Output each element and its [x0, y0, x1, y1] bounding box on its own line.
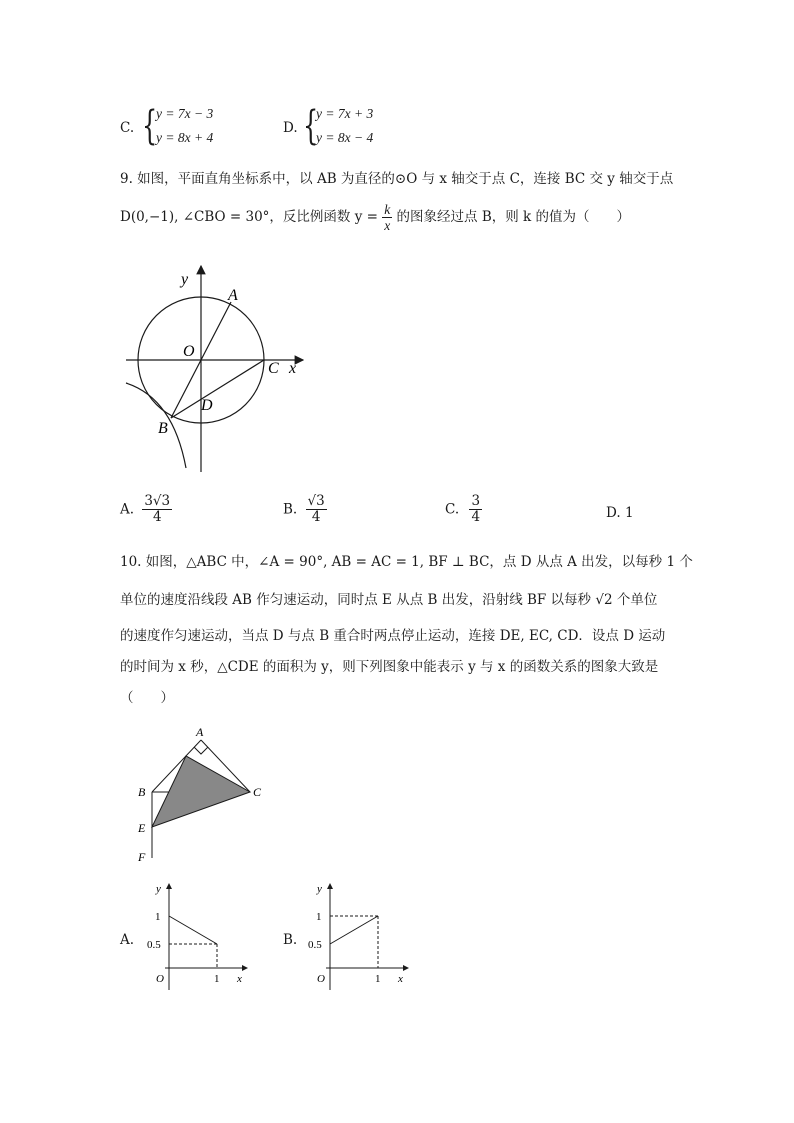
- q10-graph-a-curve: [169, 916, 217, 944]
- q10-graph-b-curve: [330, 916, 378, 944]
- q10-graph-b: [306, 878, 416, 990]
- q10-graph-b-x-label: x: [398, 973, 403, 985]
- q9-label-c: C: [268, 360, 279, 377]
- q10-line3: 的速度作匀速运动，当点 D 与点 B 重合时两点停止运动，连接 DE, EC, CD．设点 D 运动: [120, 628, 666, 644]
- q8-option-d-brace: {: [303, 103, 319, 149]
- q8-option-c-eq2: y = 8x + 4: [156, 130, 214, 145]
- q8-option-c-eq1: y = 7x − 3: [156, 106, 214, 121]
- q8-option-c-label: C.: [120, 120, 135, 136]
- q9-label-x: x: [289, 360, 297, 377]
- q9-option-a-den: 4: [152, 509, 162, 525]
- q9-option-b-den: 4: [311, 509, 321, 525]
- q9-option-b: [283, 494, 327, 525]
- q9-option-d: [606, 505, 634, 521]
- q10-graph-a-tick-y2: 0.5: [147, 939, 161, 951]
- q9-option-c-num: 3: [471, 493, 481, 509]
- q9-option-c-den: 4: [471, 509, 481, 525]
- q10-line1: 10. 如图，△ABC 中，∠A = 90°, AB = AC = 1, BF ⊥ BC，点 D 从点 A 出发，以每秒 1 个: [120, 554, 693, 570]
- q9-option-b-num: √3: [307, 493, 325, 509]
- q9-fraction-num: k: [384, 202, 391, 217]
- q9-label-o: O: [183, 343, 195, 360]
- q9-fraction-den: x: [384, 218, 391, 233]
- q10-label-c: C: [253, 785, 262, 799]
- q10-figure: [130, 720, 280, 868]
- q10-right-angle-mark: [194, 747, 208, 754]
- q9-option-d-value: 1: [624, 505, 634, 521]
- q9-option-c-label: C.: [445, 501, 460, 518]
- q9-option-b-label: B.: [283, 501, 298, 518]
- q9-line2-part1: D(0,−1), ∠CBO = 30°，反比例函数 y =: [120, 209, 378, 225]
- q10-graph-a-y-label: y: [156, 883, 161, 895]
- q10-line2: 单位的速度沿线段 AB 作匀速运动，同时点 E 从点 B 出发，沿射线 BF 以每秒 √2 个单位: [120, 592, 658, 608]
- q10-graph-a-label: A.: [120, 932, 135, 948]
- q9-option-b-frac: [306, 494, 327, 525]
- q10-label-f: F: [138, 850, 146, 864]
- q10-graph-b-label: B.: [283, 932, 298, 948]
- q10-graph-a: [145, 878, 255, 990]
- q9-label-y: y: [181, 271, 189, 288]
- q10-line5: （ ）: [120, 690, 174, 706]
- q9-label-a: A: [228, 287, 238, 304]
- q8-option-d-eq2: y = 8x − 4: [316, 130, 374, 145]
- q9-option-c: [445, 494, 482, 525]
- q9-line1: 9. 如图，平面直角坐标系中，以 AB 为直径的⊙O 与 x 轴交于点 C，连接 BC 交 y 轴交于点: [120, 171, 674, 187]
- q9-figure: [118, 258, 318, 478]
- q9-segment-bc: [171, 360, 264, 418]
- q10-graph-a-x-label: x: [237, 973, 242, 985]
- q9-option-a: [120, 494, 172, 525]
- q10-graph-b-tick-y1: 1: [316, 911, 322, 923]
- q10-line4: 的时间为 x 秒，△CDE 的面积为 y，则下列图象中能表示 y 与 x 的函数关系的图象大致是: [120, 659, 659, 675]
- q9-fraction: [382, 202, 392, 233]
- q10-graph-b-origin: O: [317, 973, 325, 985]
- q10-label-e: E: [138, 821, 146, 835]
- q8-option-c-brace: {: [142, 103, 158, 149]
- q10-graph-a-tick-y1: 1: [155, 911, 161, 923]
- q9-option-a-num: 3√3: [144, 493, 171, 509]
- q9-line2: [120, 202, 630, 233]
- q10-graph-b-tick-x: 1: [375, 973, 381, 985]
- q10-label-b: B: [138, 785, 146, 799]
- q10-graph-a-tick-x: 1: [214, 973, 220, 985]
- q10-graph-b-y-label: y: [317, 883, 322, 895]
- q9-option-a-label: A.: [120, 501, 135, 518]
- q10-label-a: A: [196, 725, 204, 739]
- q9-option-d-label: D.: [606, 505, 621, 521]
- q9-label-d: D: [201, 397, 213, 414]
- q8-option-d-label: D.: [283, 120, 298, 136]
- q8-option-d-eq1: y = 7x + 3: [316, 106, 374, 121]
- q9-option-c-frac: [469, 494, 482, 525]
- q9-option-a-frac: [142, 494, 172, 525]
- q10-graph-a-origin: O: [156, 973, 164, 985]
- q9-label-b: B: [158, 420, 168, 437]
- q9-hyperbola: [126, 383, 186, 468]
- q10-graph-b-tick-y2: 0.5: [308, 939, 322, 951]
- q9-line2-part2: 的图象经过点 B，则 k 的值为（ ）: [396, 209, 631, 225]
